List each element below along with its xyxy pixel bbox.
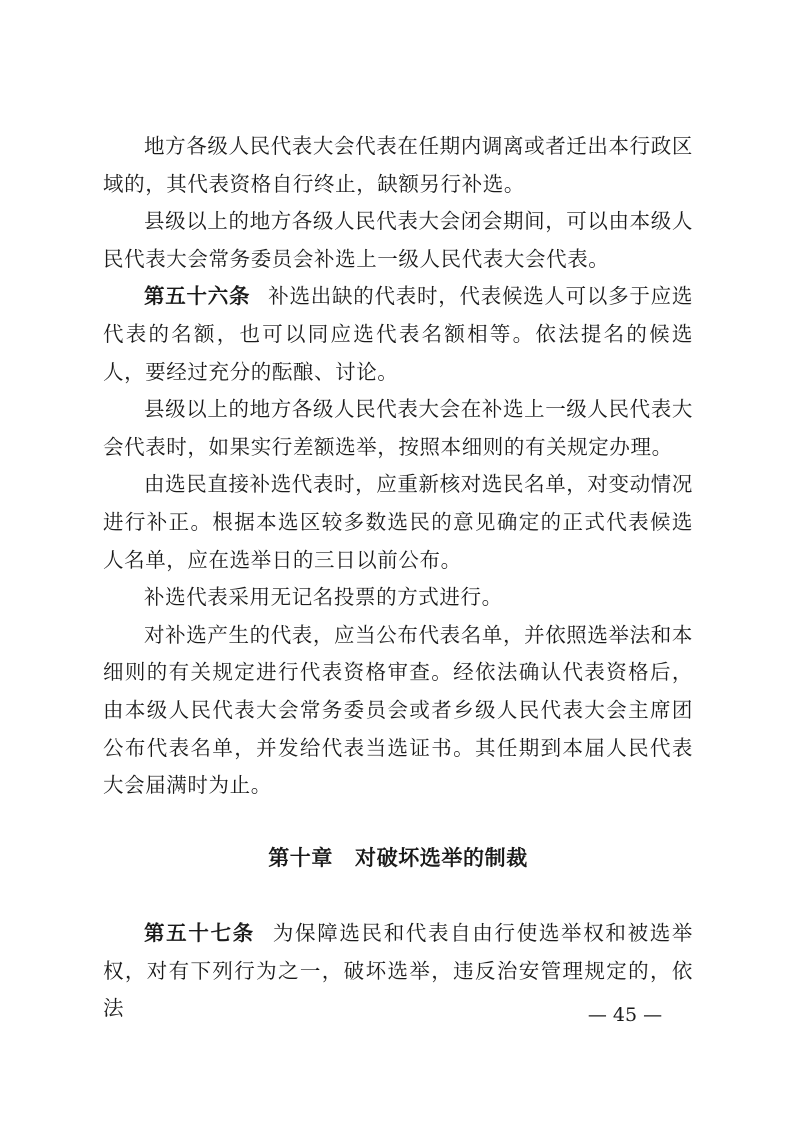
paragraph: 由选民直接补选代表时，应重新核对选民名单，对变动情况进行补正。根据本选区较多数选民的意见确定的正式代表候选人名单，应在选举日的三日以前公布。 — [103, 472, 693, 572]
paragraph: 补选代表采用无记名投票的方式进行。 — [144, 585, 503, 610]
paragraph: 县级以上的地方各级人民代表大会在补选上一级人民代表大会代表时，如果实行差额选举，按照本细则的有关规定办理。 — [103, 397, 693, 459]
paragraph: 地方各级人民代表大会代表在任期内调离或者迁出本行政区域的，其代表资格自行终止，缺额另行补选。 — [103, 134, 693, 196]
body-text — [103, 128, 693, 805]
chapter-heading — [103, 838, 693, 878]
article-number: 第五十七条 — [144, 921, 255, 945]
paragraph: 县级以上的地方各级人民代表大会闭会期间，可以由本级人民代表大会常务委员会补选上一级人民代表大会代表。 — [103, 209, 693, 271]
paragraph: 对补选产生的代表，应当公布代表名单，并依照选举法和本细则的有关规定进行代表资格审查。经依法确认代表资格后，由本级人民代表大会常务委员会或者乡级人民代表大会主席团公布代表名单，并发给代表当选证书。其任期到本届人民代表大会届满时为止。 — [103, 622, 693, 798]
paragraph: 第五十六条 补选出缺的代表时，代表候选人可以多于应选代表的名额，也可以同应选代表名额相等。依法提名的候选人，要经过充分的酝酿、讨论。 — [103, 284, 694, 384]
page-number: — 45 — — [587, 1004, 663, 1026]
paragraph: 第五十七条 为保障选民和代表自由行使选举权和被选举权，对有下列行为之一，破坏选举，违反治安管理规定的，依法 — [103, 921, 694, 1021]
article-number: 第五十六条 — [144, 284, 251, 309]
chapter-number: 第十章 — [268, 846, 333, 870]
chapter-title: 对破坏选举的制裁 — [355, 846, 528, 870]
